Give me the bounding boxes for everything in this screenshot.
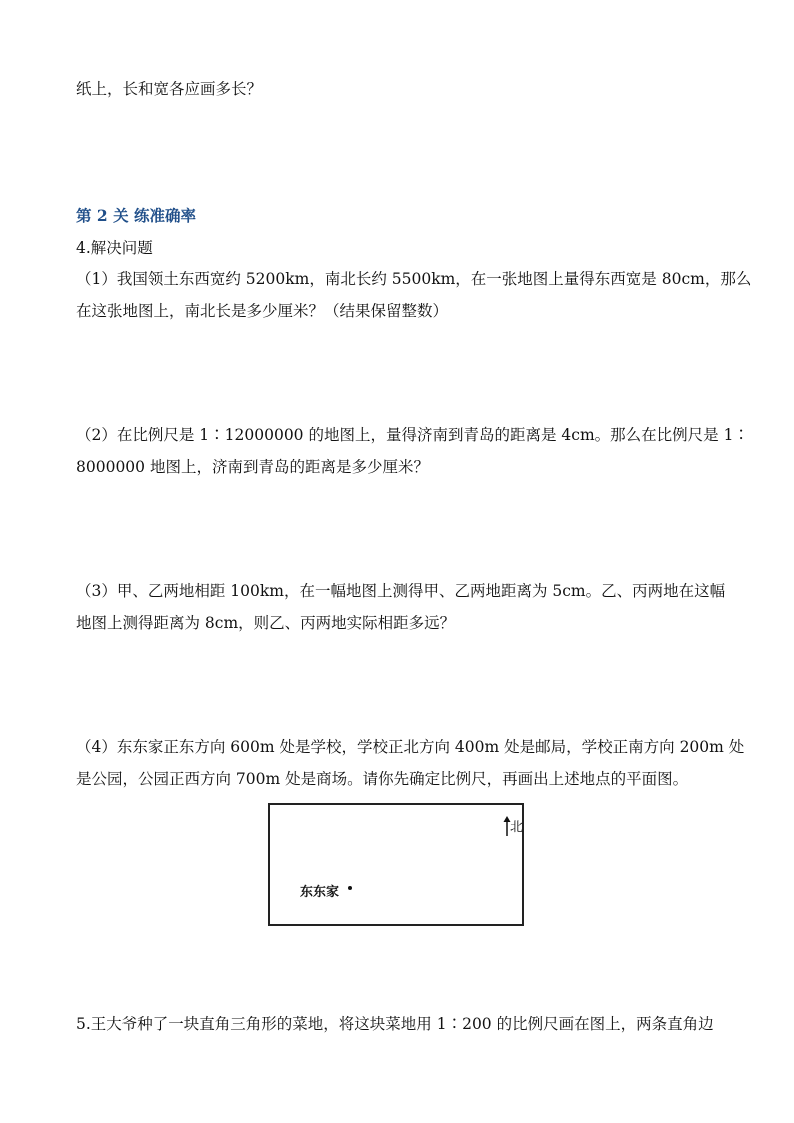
q4-title: 4.解决问题: [76, 239, 153, 257]
q4-2-line2: 8000000 地图上，济南到青岛的距离是多少厘米？: [76, 458, 429, 476]
q4-4-line2: 是公园，公园正西方向 700m 处是商场。请你先确定比例尺，再画出上述地点的平面图。: [76, 770, 689, 788]
q5-line1: 5.王大爷种了一块直角三角形的菜地，将这块菜地用 1∶200 的比例尺画在图上，两条直角边: [76, 1015, 714, 1033]
home-label: 东东家: [300, 885, 340, 900]
map-box: [268, 803, 524, 926]
q4-3-line2: 地图上测得距离为 8cm，则乙、丙两地实际相距多远？: [76, 614, 456, 632]
north-label: 北: [510, 820, 524, 835]
q4-1-line2: 在这张地图上，南北长是多少厘米？（结果保留整数）: [76, 302, 449, 320]
q4-1-line1: （1）我国领土东西宽约 5200km，南北长约 5500km，在一张地图上量得东西宽是 80cm，那么: [76, 270, 752, 288]
q4-2-line1: （2）在比例尺是 1∶12000000 的地图上，量得济南到青岛的距离是 4cm。那么在比例尺是 1∶: [76, 426, 749, 444]
line-paper: 纸上，长和宽各应画多长？: [76, 80, 263, 98]
q4-3-line1: （3）甲、乙两地相距 100km，在一幅地图上测得甲、乙两地距离为 5cm。乙、丙两地在这幅: [76, 582, 726, 600]
home-dot: [348, 886, 352, 890]
q4-4-line1: （4）东东家正东方向 600m 处是学校，学校正北方向 400m 处是邮局，学校正南方向 200m 处: [76, 738, 745, 756]
section-title: 第 2 关 练准确率: [76, 206, 196, 225]
